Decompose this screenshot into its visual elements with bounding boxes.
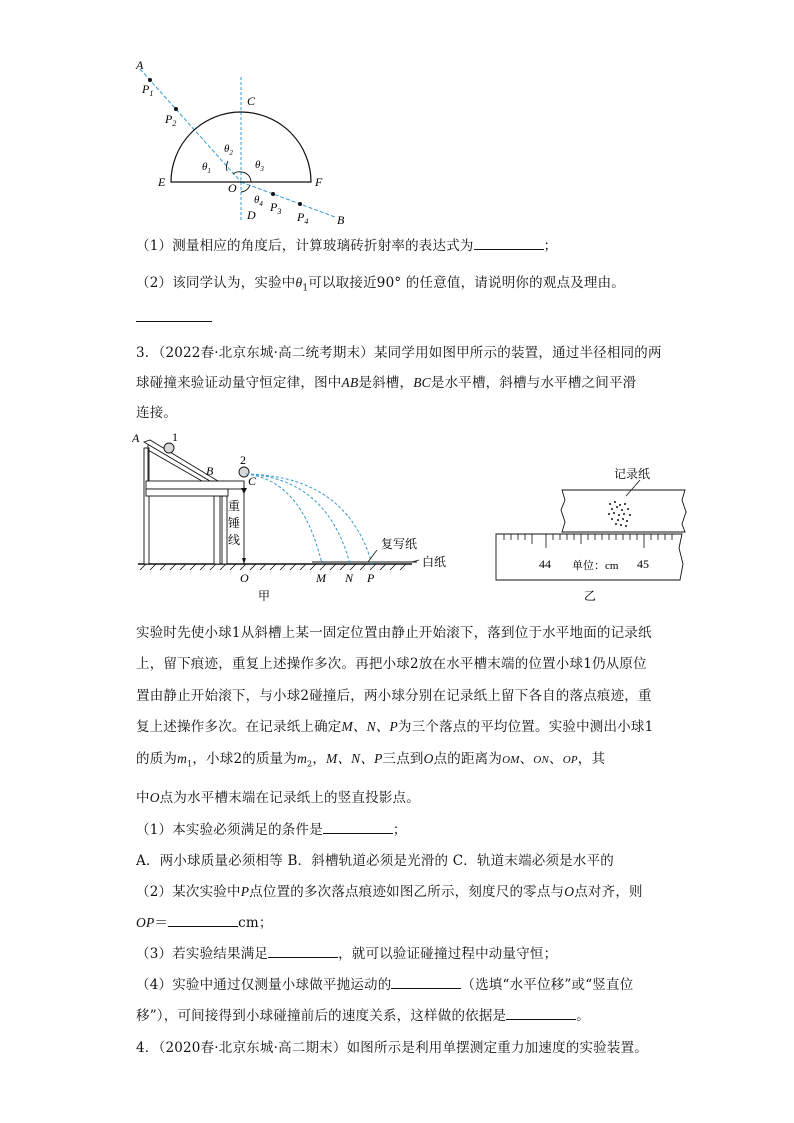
- plumb-char-2: 锤: [228, 516, 241, 530]
- label-P1: $P_1$: [142, 82, 154, 98]
- trajectory-N: [246, 474, 350, 564]
- theta4-arc: [241, 185, 250, 192]
- figure-yi: [490, 460, 690, 606]
- ruler: [496, 534, 683, 580]
- trajectory-P: [246, 474, 372, 564]
- record-paper-label: 记录纸: [614, 467, 651, 481]
- label-theta2: $\theta_2$: [224, 143, 233, 157]
- jia-label-B: B: [206, 464, 214, 478]
- plumb-char-1: 重: [228, 499, 241, 513]
- label-P3: $P_3$: [270, 200, 282, 216]
- jia-label-C: C: [248, 474, 257, 488]
- q2-sub1: （1）测量相应的角度后，计算玻璃砖折射率的表达式为 ；: [136, 238, 558, 254]
- jia-label-A: A: [132, 431, 140, 445]
- q3-sub1: （1）本实验必须满足的条件是 ；: [136, 822, 407, 838]
- label-A: A: [136, 58, 144, 72]
- label-O: O: [228, 181, 237, 195]
- q3-body-line4: 复上述操作多次。在记录纸上确定M、N、P为三个落点的平均位置。实验中测出小球1: [136, 719, 654, 735]
- theta1-arc: [227, 161, 228, 171]
- jia-label-1: 1: [172, 430, 178, 444]
- theta3-arc: [241, 172, 251, 182]
- stand-right-post: [214, 496, 220, 564]
- answer-blank[interactable]: [168, 914, 238, 927]
- jia-label-P: P: [367, 571, 375, 585]
- q3-sub4: （4）实验中通过仅测量小球做平抛运动的 （选填“水平位移”或“竖直位: [136, 977, 634, 993]
- incident-ray: [140, 69, 241, 182]
- pin-p3: [271, 192, 275, 196]
- q3-body-line1: 实验时先使小球1从斜槽上某一固定位置由静止开始滚下，落到位于水平地面的记录纸: [136, 625, 652, 641]
- ruler-unit: 单位：cm: [572, 560, 619, 572]
- answer-blank[interactable]: [268, 945, 338, 958]
- q3-head-line1: 3．（2022春·北京东城·高二统考期末）某同学用如图甲所示的装置，通过半径相同的两: [136, 345, 662, 361]
- label-theta1: $\theta_1$: [202, 161, 211, 175]
- q3-options: A．两小球质量必须相等 B．斜槽轨道必须是光滑的 C．轨道末端必须是水平的: [136, 853, 614, 869]
- answer-blank[interactable]: [474, 237, 544, 250]
- carbon-paper-label: 复写纸: [381, 537, 418, 551]
- plumb-char-3: 线: [228, 533, 241, 547]
- refraction-figure: [130, 55, 360, 225]
- answer-blank[interactable]: [391, 976, 461, 989]
- q2-sub2: （2）该同学认为，实验中$\theta_1$可以取接近90° 的任意值，请说明你的观点及理由。: [136, 275, 625, 294]
- jia-label-2: 2: [240, 453, 246, 467]
- label-P4: $P_4$: [297, 210, 309, 225]
- ruler-tick-44: 44: [539, 557, 551, 571]
- q3-sub3: （3）若实验结果满足 ，就可以验证碰撞过程中动量守恒；: [136, 946, 558, 962]
- section-divider: [136, 321, 212, 322]
- label-C: C: [247, 94, 256, 108]
- white-paper-label: 白纸: [422, 555, 447, 569]
- q3-body-line5: 的质为$m_1$，小球2的质量为$m_2$，M、N、P三点到O点的距离为OM、ON、OP，其: [136, 751, 606, 769]
- stand-right-post2: [222, 496, 227, 564]
- q3-head-line3: 连接。: [136, 405, 178, 421]
- ball-1: [164, 443, 174, 453]
- jia-caption: 甲: [258, 589, 271, 603]
- label-B: B: [337, 213, 345, 225]
- jia-label-N: N: [345, 571, 354, 585]
- label-F: F: [315, 175, 323, 189]
- label-D: D: [247, 208, 256, 222]
- label-theta4: $\theta_4$: [254, 194, 263, 208]
- q3-sub2-answer: OP＝ cm；: [136, 915, 273, 931]
- jia-label-M: M: [316, 571, 326, 585]
- pin-p4: [298, 202, 302, 206]
- label-theta3: $\theta_3$: [255, 159, 264, 173]
- jia-label-O: O: [240, 571, 249, 585]
- answer-blank[interactable]: [506, 1007, 576, 1020]
- q3-body-line3: 置由静止开始滚下，与小球2碰撞后，两小球分别在记录纸上留下各自的落点痕迹，重: [136, 688, 652, 704]
- q3-sub4-cont: 移”），可间接得到小球碰撞前后的速度关系，这样做的依据是 。: [136, 1008, 590, 1024]
- answer-blank[interactable]: [323, 821, 393, 834]
- label-E: E: [158, 175, 166, 189]
- pin-p2: [174, 107, 178, 111]
- ruler-tick-45: 45: [637, 557, 649, 571]
- q3-body-line2: 上，留下痕迹，重复上述操作多次。再把小球2放在水平槽末端的位置小球1仍从原位: [136, 656, 647, 672]
- q3-sub2: （2）某次实验中P点位置的多次落点痕迹如图乙所示，刻度尺的零点与O点对齐，则: [136, 884, 643, 900]
- q4-head: 4．（2020春·北京东城·高二期末）如图所示是利用单摆测定重力加速度的实验装置。: [136, 1040, 648, 1056]
- label-P2: $P_2$: [165, 112, 177, 128]
- figure-jia: [132, 428, 462, 606]
- horizontal-track: [146, 481, 244, 489]
- theta2-arc: [233, 172, 241, 174]
- q3-body-line6: 中O点为水平槽末端在记录纸上的竖直投影点。: [136, 790, 420, 806]
- yi-caption: 乙: [584, 589, 597, 603]
- record-paper-strip: [561, 490, 686, 532]
- q3-head-line2: 球碰撞来验证动量守恒定律，图中AB是斜槽，BC是水平槽，斜槽与水平槽之间平滑: [136, 375, 637, 391]
